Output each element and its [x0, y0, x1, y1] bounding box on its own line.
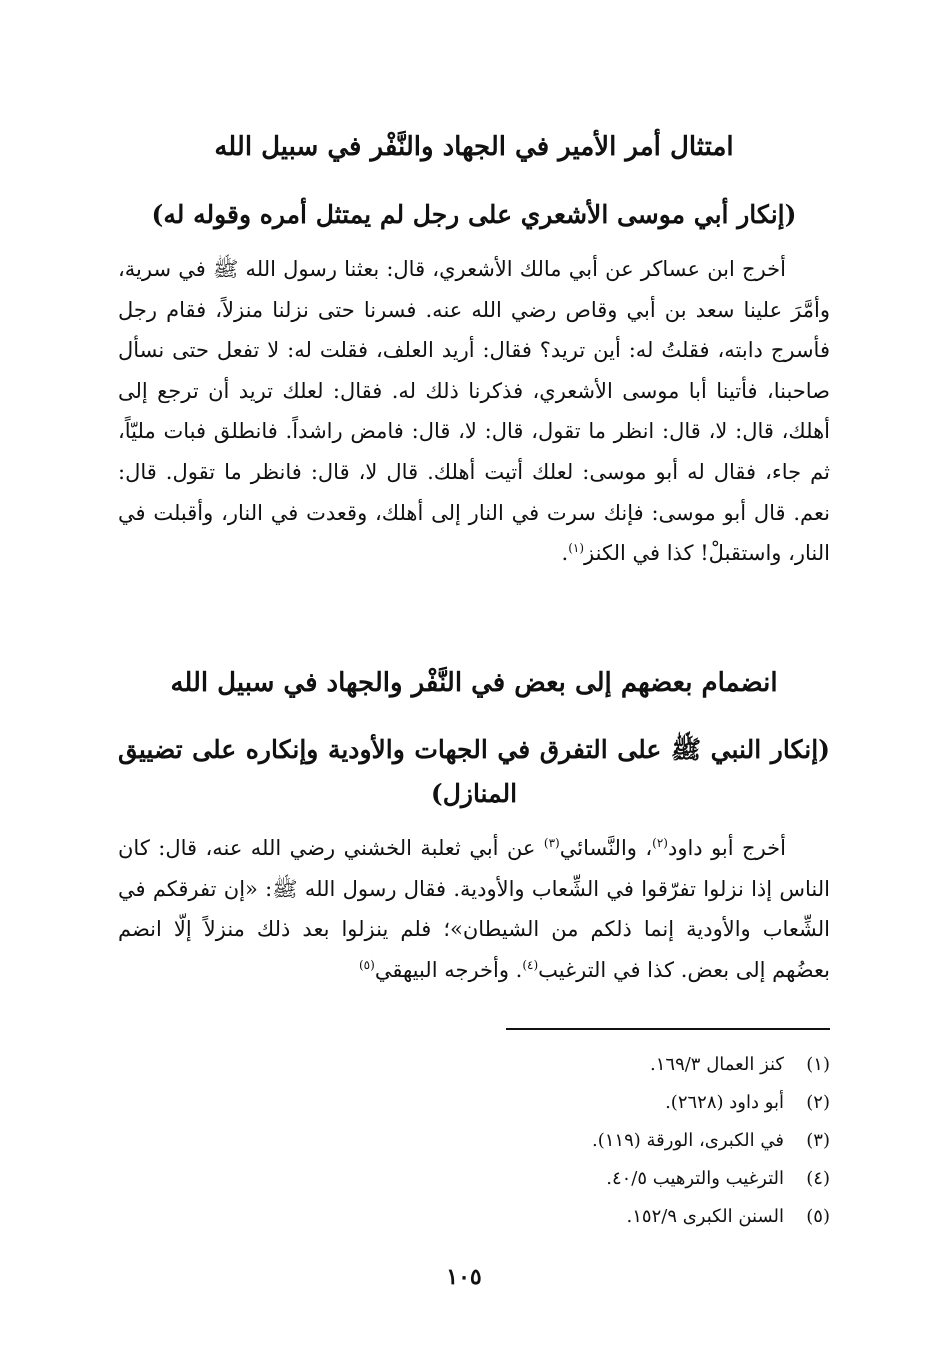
- footnote-item: [118, 1122, 830, 1160]
- footnote-number: (٢): [806, 1092, 830, 1113]
- footnote-text: الترغيب والترهيب ٤٠/٥.: [606, 1168, 784, 1189]
- page-number: ١٠٥: [446, 1264, 482, 1290]
- section-subtitle-1: (إنكار أبي موسى الأشعري على رجل لم يمتثل أمره وقوله له): [151, 200, 797, 229]
- paragraph-2-part-2: ، والنَّسائي: [559, 836, 653, 860]
- footnote-item: [118, 1198, 830, 1236]
- footnote-ref-4: (٤): [522, 957, 539, 972]
- footnote-divider: [506, 1028, 830, 1030]
- paragraph-2-part-4: . وأخرجه البيهقي: [374, 957, 523, 982]
- footnote-number: (٤): [806, 1168, 830, 1189]
- footnote-item: [118, 1160, 830, 1198]
- footnote-ref-2: (٢): [652, 836, 668, 850]
- footnote-number: (٥): [806, 1206, 830, 1227]
- footnote-text: أبو داود (٢٦٢٨).: [665, 1092, 784, 1113]
- footnote-ref-1: (١): [568, 541, 585, 556]
- footnote-ref-3: (٣): [543, 836, 560, 850]
- footnote-text: كنز العمال ١٦٩/٣.: [650, 1054, 784, 1075]
- paragraph-2-part-1: أخرج أبو داود: [667, 836, 786, 860]
- paragraph-1-end: .: [561, 541, 569, 566]
- section-subtitle-2: (إنكار النبي ﷺ على التفرق في الجهات والأودية وإنكاره على تضييق المنازل): [118, 735, 830, 808]
- footnote-text: السنن الكبرى ١٥٢/٩.: [626, 1206, 784, 1227]
- section-title-2: انضمام بعضهم إلى بعض في النَّفْر والجهاد في سبيل الله: [170, 668, 778, 698]
- footnote-text: في الكبرى، الورقة (١١٩).: [592, 1130, 784, 1151]
- paragraph-2-part-3: عن أبي ثعلبة الخشني رضي الله عنه، قال: كان الناس إذا نزلوا تفرّقوا في الشِّعاب والأودية. فقال رسول الله ﷺ: «إن تفرقكم في الشِّعاب والأودية إنما ذلكم من الشيطان»؛ فلم ينزلوا بعد ذلك منزلاً إلّا انضم بعضُهم إلى بعض. كذا في الترغيب: [118, 836, 830, 982]
- footnote-number: (١): [806, 1054, 830, 1075]
- footnotes-list: [118, 1046, 830, 1236]
- body-paragraph-2: [118, 828, 830, 990]
- body-paragraph-1: [118, 249, 830, 574]
- paragraph-text-2: [118, 828, 830, 990]
- footnote-number: (٣): [806, 1130, 830, 1151]
- paragraph-1-text: أخرج ابن عساكر عن أبي مالك الأشعري، قال: بعثنا رسول الله ﷺ في سرية، وأمَّرَ علينا سعد بن أبي وقاص رضي الله عنه. فسرنا حتى نزلنا منزلاً، فقام رجل فأسرج دابته، فقلتُ له: أين تريد؟ فقال: أريد العلف، فقلت له: لا تفعل حتى نسأل صاحبنا، فأتينا أبا موسى الأشعري، فذكرنا ذلك له. فقال: لعلك تريد أن ترجع إلى أهلك، قال: لا، قال: انظر ما تقول، قال: لا، قال: فامض راشداً. فانطلق فبات مليّاً، ثم جاء، فقال له أبو موسى: لعلك أتيت أهلك. قال لا، قال: فانظر ما تقول. قال: نعم. قال أبو موسى: فإنك سرت في النار إلى أهلك، وقعدت في النار، وأقبلت في النار، واستقبلْ! كذا في الكنز: [118, 257, 830, 566]
- paragraph-text-1: [118, 249, 830, 574]
- footnote-ref-5: (٥): [358, 957, 375, 972]
- section-title-1: امتثال أمر الأمير في الجهاد والنَّفْر في سبيل الله: [214, 132, 734, 162]
- footnote-item: [118, 1084, 830, 1122]
- footnote-item: [118, 1046, 830, 1084]
